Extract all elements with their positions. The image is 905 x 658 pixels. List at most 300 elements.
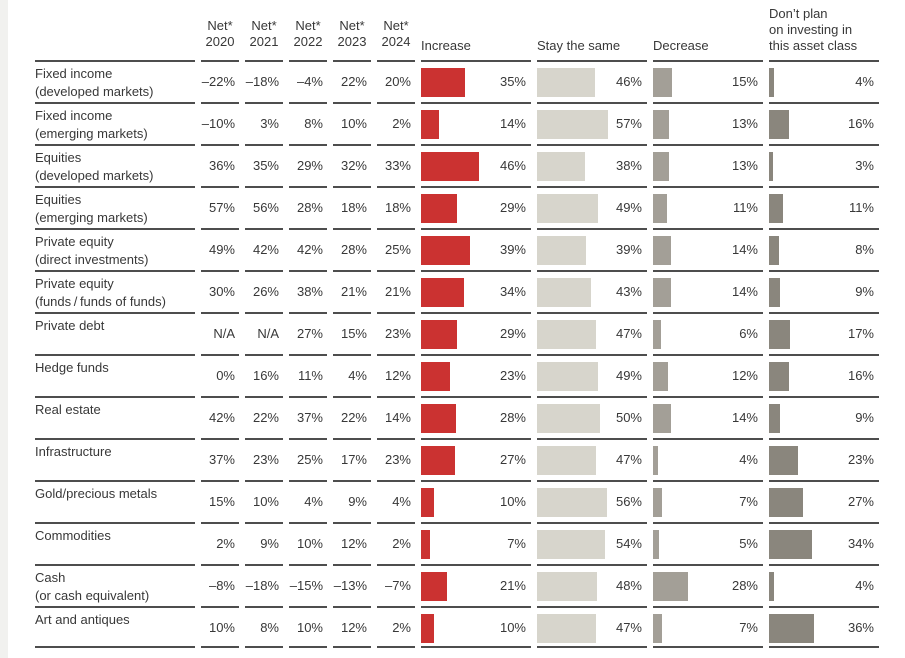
bar <box>537 404 600 433</box>
bar-cell-increase <box>421 354 531 396</box>
bar-cell-dont-plan <box>769 144 879 186</box>
row-label-line2: (or cash equivalent) <box>35 588 150 603</box>
bar <box>421 278 464 307</box>
row-label <box>35 228 195 270</box>
net-label: Net* <box>295 18 321 33</box>
row-label-line2: (developed markets) <box>35 168 154 183</box>
bar-cell-decrease <box>653 186 763 228</box>
net-value-2022: 28% <box>289 186 327 228</box>
net-value-2021: 9% <box>245 522 283 564</box>
bar <box>421 446 455 475</box>
bar-cell-stay-the-same <box>537 60 647 102</box>
table-row <box>0 186 905 228</box>
bar-value: 47% <box>615 326 642 341</box>
row-label-line2: (direct investments) <box>35 252 149 267</box>
net-value-2021: 8% <box>245 606 283 648</box>
bar-cell-increase <box>421 480 531 522</box>
table-row <box>0 144 905 186</box>
net-value-2022: 8% <box>289 102 327 144</box>
net-value-2023: 21% <box>333 270 371 312</box>
bar-value: 46% <box>499 158 526 173</box>
net-value-2021: 35% <box>245 144 283 186</box>
bar-value: 16% <box>847 116 874 131</box>
bar-value: 46% <box>615 74 642 89</box>
net-label: Net* <box>383 18 409 33</box>
net-year: 2024 <box>381 34 411 49</box>
net-value-2022: 27% <box>289 312 327 354</box>
bar <box>769 152 773 181</box>
bar-cell-stay-the-same <box>537 606 647 648</box>
row-label <box>35 606 195 648</box>
bar-value: 17% <box>847 326 874 341</box>
net-value-2022: –15% <box>289 564 327 606</box>
bar-value: 50% <box>615 410 642 425</box>
table-row <box>0 522 905 564</box>
bar <box>653 446 658 475</box>
net-value-2022: 10% <box>289 522 327 564</box>
net-value-2021: 23% <box>245 438 283 480</box>
header-net-2023 <box>333 18 371 61</box>
bar-value: 14% <box>731 284 758 299</box>
row-label <box>35 60 195 102</box>
bar-value: 11% <box>732 200 758 215</box>
table-row <box>0 396 905 438</box>
net-value-2020: –22% <box>201 60 239 102</box>
bar <box>769 446 798 475</box>
bar-cell-decrease <box>653 354 763 396</box>
table-header <box>0 0 905 60</box>
bar-value: 27% <box>499 452 526 467</box>
net-value-2020: 2% <box>201 522 239 564</box>
bar-value: 13% <box>731 116 758 131</box>
bar <box>421 320 457 349</box>
net-value-2023: –13% <box>333 564 371 606</box>
bar-cell-decrease <box>653 606 763 648</box>
net-year: 2020 <box>205 34 235 49</box>
bar-value: 15% <box>731 74 758 89</box>
bar <box>653 68 672 97</box>
net-year: 2022 <box>293 34 323 49</box>
bar <box>421 404 456 433</box>
bar-value: 36% <box>847 620 874 635</box>
net-value-2023: 22% <box>333 60 371 102</box>
bar-value: 9% <box>855 284 874 299</box>
bar <box>421 530 430 559</box>
row-label-line2: (developed markets) <box>35 84 154 99</box>
bar-cell-decrease <box>653 312 763 354</box>
bar-cell-increase <box>421 438 531 480</box>
bar-cell-dont-plan <box>769 522 879 564</box>
row-label-line1: Private debt <box>35 318 105 333</box>
bar <box>421 362 450 391</box>
net-label: Net* <box>207 18 233 33</box>
header-net-2020 <box>201 18 239 61</box>
bar <box>653 152 669 181</box>
net-value-2021: –18% <box>245 60 283 102</box>
bar <box>769 68 774 97</box>
bar <box>421 152 479 181</box>
header-net-2024 <box>377 18 415 61</box>
row-label <box>35 480 195 522</box>
bar-value: 4% <box>855 578 874 593</box>
bar-cell-dont-plan <box>769 228 879 270</box>
net-value-2024: 2% <box>377 522 415 564</box>
row-label <box>35 396 195 438</box>
row-label <box>35 312 195 354</box>
table-row <box>0 480 905 522</box>
bar-cell-increase <box>421 522 531 564</box>
bar-value: 38% <box>615 158 642 173</box>
bar-value: 12% <box>731 368 758 383</box>
net-value-2024: 23% <box>377 312 415 354</box>
bar <box>653 614 662 643</box>
net-value-2022: 37% <box>289 396 327 438</box>
bar-cell-dont-plan <box>769 186 879 228</box>
bar-cell-dont-plan <box>769 312 879 354</box>
bar <box>769 194 783 223</box>
bar-value: 39% <box>615 242 642 257</box>
bar <box>537 362 598 391</box>
net-value-2022: 11% <box>289 354 327 396</box>
net-value-2021: 3% <box>245 102 283 144</box>
bar-cell-stay-the-same <box>537 186 647 228</box>
bar-cell-increase <box>421 270 531 312</box>
bar <box>537 614 596 643</box>
page-edge-strip <box>0 0 8 658</box>
bar <box>653 110 669 139</box>
bar <box>769 278 780 307</box>
bar-cell-decrease <box>653 480 763 522</box>
bar <box>769 572 774 601</box>
table-row <box>0 102 905 144</box>
net-value-2023: 4% <box>333 354 371 396</box>
bar-cell-increase <box>421 564 531 606</box>
bar-cell-dont-plan <box>769 396 879 438</box>
net-value-2021: 16% <box>245 354 283 396</box>
dont-plan-line: on investing in <box>769 22 853 37</box>
net-value-2021: 42% <box>245 228 283 270</box>
net-value-2023: 22% <box>333 396 371 438</box>
bar <box>421 68 465 97</box>
net-value-2023: 28% <box>333 228 371 270</box>
row-label-line2: (emerging markets) <box>35 210 148 225</box>
bar <box>537 278 591 307</box>
bar-value: 49% <box>615 200 642 215</box>
bar <box>537 194 598 223</box>
bar-cell-decrease <box>653 564 763 606</box>
bar-cell-stay-the-same <box>537 312 647 354</box>
bar-value: 28% <box>499 410 526 425</box>
bar-cell-stay-the-same <box>537 354 647 396</box>
row-label-line1: Fixed income <box>35 66 113 81</box>
bar <box>653 530 659 559</box>
bar-cell-increase <box>421 102 531 144</box>
bar <box>421 488 434 517</box>
bar-value: 23% <box>499 368 526 383</box>
net-value-2022: 38% <box>289 270 327 312</box>
net-value-2022: 10% <box>289 606 327 648</box>
bar-value: 4% <box>739 452 758 467</box>
bar-cell-increase <box>421 606 531 648</box>
header-increase: Increase <box>421 38 471 53</box>
row-label <box>35 354 195 396</box>
bar-value: 7% <box>739 494 758 509</box>
net-value-2023: 18% <box>333 186 371 228</box>
bar <box>537 572 597 601</box>
bar-value: 14% <box>499 116 526 131</box>
bar-cell-dont-plan <box>769 564 879 606</box>
net-value-2022: –4% <box>289 60 327 102</box>
net-value-2024: 12% <box>377 354 415 396</box>
net-value-2022: 25% <box>289 438 327 480</box>
bar-cell-increase <box>421 396 531 438</box>
net-value-2021: 10% <box>245 480 283 522</box>
net-value-2021: 56% <box>245 186 283 228</box>
bar-value: 7% <box>507 536 526 551</box>
bar-value: 47% <box>615 452 642 467</box>
table-row <box>0 564 905 606</box>
bar-cell-dont-plan <box>769 354 879 396</box>
table-row <box>0 354 905 396</box>
bar <box>769 404 780 433</box>
net-value-2024: 21% <box>377 270 415 312</box>
net-value-2020: 42% <box>201 396 239 438</box>
table-row <box>0 228 905 270</box>
bar-cell-stay-the-same <box>537 438 647 480</box>
bar-value: 8% <box>855 242 874 257</box>
net-value-2021: 22% <box>245 396 283 438</box>
bar-value: 34% <box>499 284 526 299</box>
bar-cell-dont-plan <box>769 102 879 144</box>
bar-value: 4% <box>855 74 874 89</box>
net-label: Net* <box>251 18 277 33</box>
net-value-2023: 12% <box>333 522 371 564</box>
bar <box>421 614 434 643</box>
bar <box>537 320 596 349</box>
bar-cell-decrease <box>653 228 763 270</box>
header-net-2021 <box>245 18 283 61</box>
net-value-2021: 26% <box>245 270 283 312</box>
row-label-line2: (funds / funds of funds) <box>35 294 166 309</box>
net-year: 2023 <box>337 34 367 49</box>
net-value-2024: 25% <box>377 228 415 270</box>
bar-cell-increase <box>421 60 531 102</box>
bar <box>769 614 814 643</box>
table-row <box>0 312 905 354</box>
bar-cell-increase <box>421 228 531 270</box>
bar-value: 28% <box>731 578 758 593</box>
net-value-2022: 29% <box>289 144 327 186</box>
bar-cell-stay-the-same <box>537 102 647 144</box>
bar <box>421 194 457 223</box>
row-label-line1: Equities <box>35 192 82 207</box>
bar-value: 10% <box>499 620 526 635</box>
bar <box>537 110 608 139</box>
bar <box>421 236 470 265</box>
net-label: Net* <box>339 18 365 33</box>
net-value-2024: 20% <box>377 60 415 102</box>
net-value-2023: 10% <box>333 102 371 144</box>
table-body <box>0 60 905 648</box>
net-value-2020: 49% <box>201 228 239 270</box>
net-value-2024: 18% <box>377 186 415 228</box>
net-value-2022: 4% <box>289 480 327 522</box>
row-label <box>35 102 195 144</box>
net-value-2020: 57% <box>201 186 239 228</box>
row-label-line1: Equities <box>35 150 82 165</box>
net-value-2021: N/A <box>245 312 283 354</box>
bar-value: 11% <box>848 200 874 215</box>
bar-cell-decrease <box>653 144 763 186</box>
row-label-line1: Infrastructure <box>35 444 112 459</box>
net-value-2024: 2% <box>377 102 415 144</box>
bar-value: 43% <box>615 284 642 299</box>
header-stay-the-same: Stay the same <box>537 38 621 53</box>
bar <box>537 68 595 97</box>
net-value-2024: 2% <box>377 606 415 648</box>
bar-cell-decrease <box>653 522 763 564</box>
bar-cell-dont-plan <box>769 606 879 648</box>
bar <box>769 110 789 139</box>
net-value-2023: 32% <box>333 144 371 186</box>
bar <box>769 488 803 517</box>
bar <box>653 404 671 433</box>
bar-value: 13% <box>731 158 758 173</box>
bar-value: 14% <box>731 410 758 425</box>
bar <box>653 278 671 307</box>
header-decrease: Decrease <box>653 38 709 53</box>
bar <box>537 152 585 181</box>
bar <box>421 572 447 601</box>
bar <box>653 236 671 265</box>
net-value-2020: 37% <box>201 438 239 480</box>
table-row <box>0 60 905 102</box>
table-row <box>0 606 905 648</box>
bar-cell-stay-the-same <box>537 270 647 312</box>
bar-cell-stay-the-same <box>537 480 647 522</box>
bar <box>537 446 596 475</box>
net-value-2020: –10% <box>201 102 239 144</box>
row-label-line1: Real estate <box>35 402 101 417</box>
row-label-line1: Private equity <box>35 234 114 249</box>
bar-value: 49% <box>615 368 642 383</box>
bar-value: 3% <box>855 158 874 173</box>
net-value-2023: 12% <box>333 606 371 648</box>
bar-cell-increase <box>421 144 531 186</box>
bar-value: 54% <box>615 536 642 551</box>
bar-value: 21% <box>499 578 526 593</box>
bar <box>769 320 790 349</box>
net-value-2020: 15% <box>201 480 239 522</box>
bar-value: 7% <box>739 620 758 635</box>
bar-cell-increase <box>421 186 531 228</box>
bar <box>653 362 668 391</box>
net-value-2020: N/A <box>201 312 239 354</box>
net-value-2020: –8% <box>201 564 239 606</box>
bar-cell-dont-plan <box>769 480 879 522</box>
bar-cell-decrease <box>653 270 763 312</box>
dont-plan-line: Don’t plan <box>769 6 828 21</box>
bar <box>421 110 439 139</box>
row-label-line1: Fixed income <box>35 108 113 123</box>
net-value-2020: 36% <box>201 144 239 186</box>
bar-value: 48% <box>615 578 642 593</box>
row-label-line1: Art and antiques <box>35 612 130 627</box>
bar-value: 39% <box>499 242 526 257</box>
bar-value: 27% <box>847 494 874 509</box>
bar-value: 5% <box>739 536 758 551</box>
row-label-line2: (emerging markets) <box>35 126 148 141</box>
header-net-2022 <box>289 18 327 61</box>
bar-value: 29% <box>499 200 526 215</box>
row-label <box>35 144 195 186</box>
net-value-2020: 10% <box>201 606 239 648</box>
net-value-2023: 17% <box>333 438 371 480</box>
row-label <box>35 438 195 480</box>
net-value-2024: 33% <box>377 144 415 186</box>
bar-value: 6% <box>739 326 758 341</box>
bar-value: 16% <box>847 368 874 383</box>
header-dont-plan <box>769 6 879 61</box>
row-label-line1: Cash <box>35 570 66 585</box>
row-label <box>35 270 195 312</box>
row-label <box>35 522 195 564</box>
net-value-2024: –7% <box>377 564 415 606</box>
bar-cell-increase <box>421 312 531 354</box>
bar-cell-decrease <box>653 438 763 480</box>
table-row <box>0 438 905 480</box>
bar-cell-stay-the-same <box>537 522 647 564</box>
bar <box>769 236 779 265</box>
bar-value: 23% <box>847 452 874 467</box>
net-value-2021: –18% <box>245 564 283 606</box>
dont-plan-line: this asset class <box>769 38 858 53</box>
net-value-2023: 15% <box>333 312 371 354</box>
row-label-line1: Hedge funds <box>35 360 109 375</box>
bar-value: 34% <box>847 536 874 551</box>
net-value-2024: 4% <box>377 480 415 522</box>
bar-cell-dont-plan <box>769 270 879 312</box>
bar <box>653 488 662 517</box>
bar <box>653 194 667 223</box>
net-value-2024: 23% <box>377 438 415 480</box>
bar <box>653 320 661 349</box>
bar-value: 29% <box>499 326 526 341</box>
bar-cell-dont-plan <box>769 60 879 102</box>
bar-value: 14% <box>731 242 758 257</box>
table-row <box>0 270 905 312</box>
row-label-line1: Commodities <box>35 528 111 543</box>
bar-value: 47% <box>615 620 642 635</box>
bar-value: 57% <box>615 116 642 131</box>
bar <box>537 530 605 559</box>
bar-value: 10% <box>499 494 526 509</box>
row-label-line1: Private equity <box>35 276 114 291</box>
bar-cell-stay-the-same <box>537 564 647 606</box>
row-label-line1: Gold/precious metals <box>35 486 158 501</box>
bar-cell-dont-plan <box>769 438 879 480</box>
net-value-2020: 30% <box>201 270 239 312</box>
bar <box>537 236 586 265</box>
bar-cell-decrease <box>653 102 763 144</box>
bar-value: 9% <box>855 410 874 425</box>
net-value-2023: 9% <box>333 480 371 522</box>
bar-cell-stay-the-same <box>537 396 647 438</box>
row-label <box>35 564 195 606</box>
bar-value: 35% <box>499 74 526 89</box>
net-value-2020: 0% <box>201 354 239 396</box>
bar-cell-stay-the-same <box>537 144 647 186</box>
